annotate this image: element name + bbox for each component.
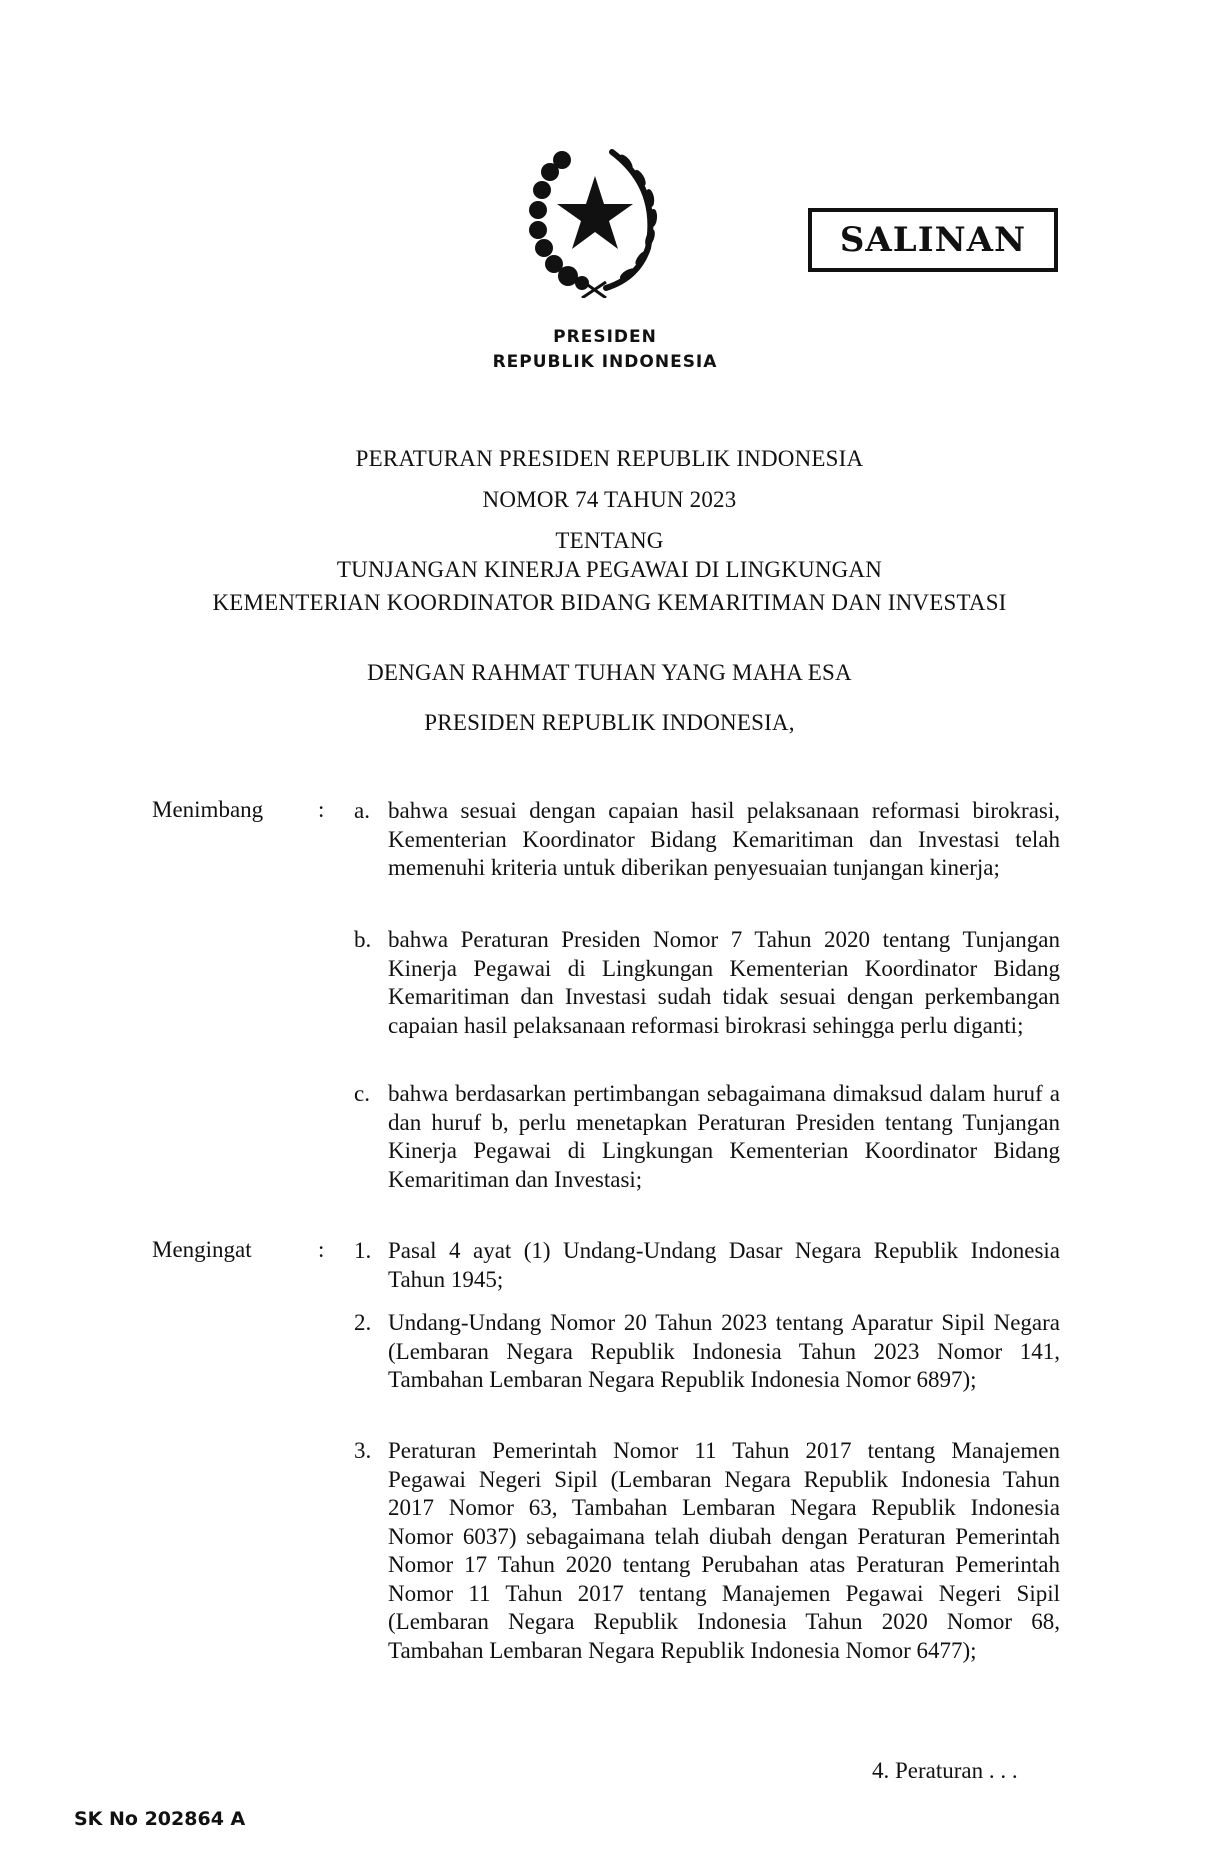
item-text: Peraturan Pemerintah Nomor 11 Tahun 2017 tentang Manajemen Pegawai Negeri Sipil (Lembaran Negara Republik Indonesia Tahun 2017 Nomor 63, Tambahan Lembaran Negara Republik Indonesia Nomor 6037) sebagaimana telah diubah dengan Peraturan Pemerintah Nomor 17 Tahun 2020 tentang Perubahan atas Peraturan Pemerintah Nomor 11 Tahun 2017 tentang Manajemen Pegawai Negeri Sipil (Lembaran Negara Republik Indonesia Tahun 2020 Nomor 68, Tambahan Lembaran Negara Republik Indonesia Nomor 6477); [388, 1438, 1060, 1663]
item-text: Pasal 4 ayat (1) Undang-Undang Dasar Negara Republik Indonesia Tahun 1945; [388, 1238, 1060, 1292]
regulation-subject-line-2: KEMENTERIAN KOORDINATOR BIDANG KEMARITIMAN DAN INVESTASI [212, 590, 1007, 615]
regulation-tentang: TENTANG [555, 528, 664, 553]
item-marker: c. [354, 1081, 370, 1106]
institution-line-2: REPUBLIK INDONESIA [492, 352, 718, 372]
mengingat-label: Mengingat [152, 1237, 252, 1262]
menimbang-item-a [354, 797, 1060, 883]
regulation-number: NOMOR 74 TAHUN 2023 [482, 487, 737, 512]
item-text: bahwa berdasarkan pertimbangan sebagaimana dimaksud dalam huruf a dan huruf b, perlu menetapkan Peraturan Presiden tentang Tunjangan Kinerja Pegawai di Lingkungan Kementerian Koordinator Bidang Kemaritiman dan Investasi; [388, 1081, 1060, 1192]
item-marker: a. [354, 798, 370, 823]
continuation-marker: 4. Peraturan . . . [872, 1758, 1018, 1783]
item-text: bahwa Peraturan Presiden Nomor 7 Tahun 2020 tentang Tunjangan Kinerja Pegawai di Lingkungan Kementerian Koordinator Bidang Kemaritiman dan Investasi sudah tidak sesuai dengan perkembangan capaian hasil pelaksanaan reformasi birokrasi sehingga perlu diganti; [388, 927, 1060, 1038]
invocation: DENGAN RAHMAT TUHAN YANG MAHA ESA [367, 660, 852, 685]
regulation-title: PERATURAN PRESIDEN REPUBLIK INDONESIA [355, 446, 864, 471]
institution-line-1: PRESIDEN [553, 327, 657, 347]
item-text: bahwa sesuai dengan capaian hasil pelaksanaan reformasi birokrasi, Kementerian Koordinator Bidang Kemaritiman dan Investasi telah memenuhi kriteria untuk diberikan penyesuaian tunjangan kinerja; [388, 798, 1060, 880]
menimbang-label: Menimbang [152, 797, 264, 822]
mengingat-item-1 [354, 1237, 1060, 1294]
item-marker: 3. [354, 1438, 372, 1463]
issuer: PRESIDEN REPUBLIK INDONESIA, [424, 710, 795, 735]
mengingat-item-3 [354, 1437, 1060, 1665]
presidential-emblem-icon [520, 138, 670, 298]
item-text: Undang-Undang Nomor 20 Tahun 2023 tentang Aparatur Sipil Negara (Lembaran Negara Republik Indonesia Tahun 2023 Nomor 141, Tambahan Lembaran Negara Republik Indonesia Nomor 6897); [388, 1310, 1060, 1392]
mengingat-item-2 [354, 1309, 1060, 1395]
regulation-subject-line-1: TUNJANGAN KINERJA PEGAWAI DI LINGKUNGAN [336, 557, 883, 582]
item-marker: b. [354, 927, 372, 952]
menimbang-item-b [354, 926, 1060, 1040]
menimbang-colon: : [318, 797, 325, 822]
item-marker: 1. [354, 1238, 372, 1263]
mengingat-colon: : [318, 1237, 325, 1262]
item-marker: 2. [354, 1310, 372, 1335]
sk-number: SK No 202864 A [74, 1808, 246, 1830]
menimbang-item-c [354, 1080, 1060, 1194]
salinan-stamp: SALINAN [808, 208, 1058, 272]
